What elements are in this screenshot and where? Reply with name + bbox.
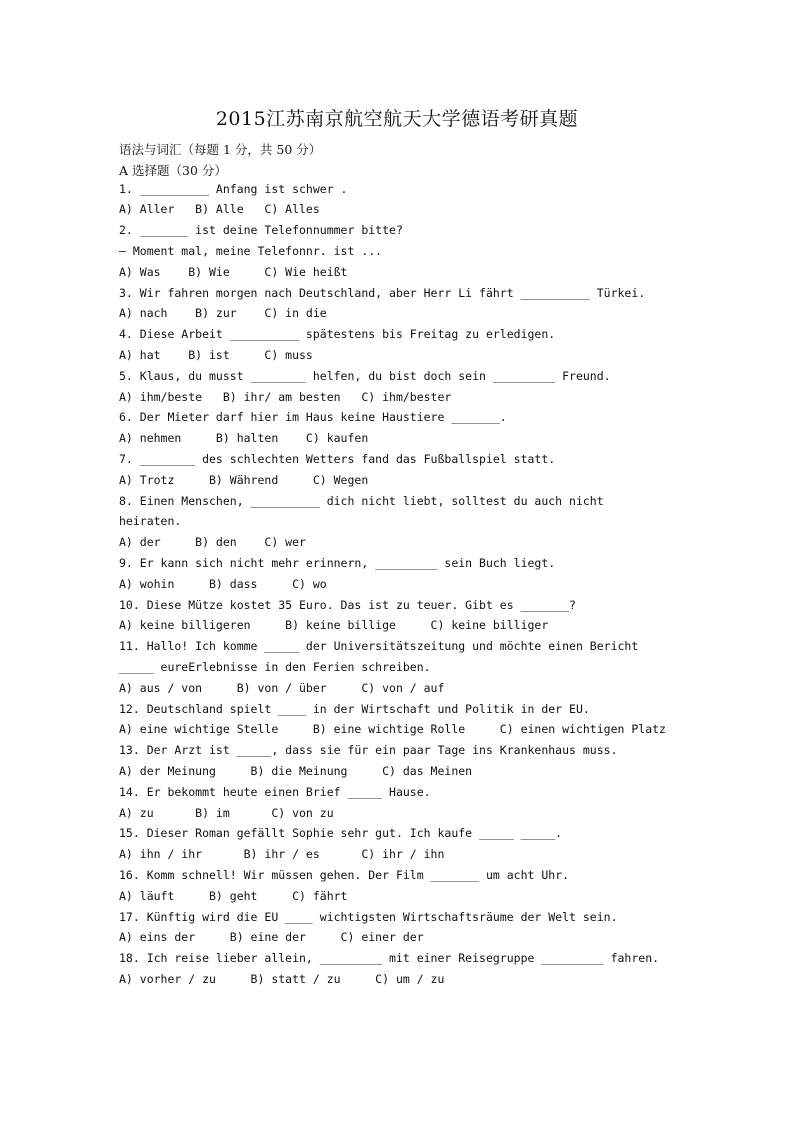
question-line: A) aus / von B) von / über C) von / auf [119,680,445,695]
question-line: A) eine wichtige Stelle B) eine wichtige Rolle C) einen wichtigen Platz [119,722,666,737]
question-line: 3. Wir fahren morgen nach Deutschland, aber Herr Li fährt __________ Türkei. [119,285,646,300]
question-line: A) zu B) im C) von zu [119,805,334,820]
question-line: A) ihn / ihr B) ihr / es C) ihr / ihn [119,847,445,862]
question-line: A) nehmen B) halten C) kaufen [119,431,369,446]
question-line: 4. Diese Arbeit __________ spätestens bis Freitag zu erledigen. [119,327,556,342]
question-line: A) der Meinung B) die Meinung C) das Meinen [119,764,473,778]
section-heading: A 选择题（30 分） [119,162,227,178]
question-line: 5. Klaus, du musst ________ helfen, du bist doch sein _________ Freund. [119,368,611,383]
question-line: A) vorher / zu B) statt / zu C) um / zu [119,972,445,986]
question-line: 18. Ich reise lieber allein, _________ mit einer Reisegruppe _________ fahren. [119,951,660,966]
question-line: A) keine billigeren B) keine billige C) keine billiger [119,618,549,633]
question-line: A) ihm/beste B) ihr/ am besten C) ihm/bester [119,389,452,404]
question-line: A) eins der B) eine der C) einer der [119,930,424,945]
question-line: 13. Der Arzt ist _____, dass sie für ein paar Tage ins Krankenhaus muss. [119,743,618,758]
question-line: 7. ________ des schlechten Wetters fand das Fußballspiel statt. [119,452,556,466]
question-line: A) Trotz B) Während C) Wegen [119,472,369,487]
question-line: A) läuft B) geht C) fährt [119,888,348,903]
question-line: A) nach B) zur C) in die [119,306,327,321]
question-line: 14. Er bekommt heute einen Brief _____ Hause. [119,784,431,799]
question-line: 2. _______ ist deine Telefonnummer bitte? [119,223,403,238]
question-line: 12. Deutschland spielt ____ in der Wirtschaft und Politik in der EU. [119,701,590,716]
question-line: A) der B) den C) wer [119,535,306,550]
document-title: 2015江苏南京航空航天大学德语考研真题 [215,108,579,130]
question-line: 16. Komm schnell! Wir müssen gehen. Der Film _______ um acht Uhr. [119,868,570,882]
question-line: 11. Hallo! Ich komme _____ der Universitätszeitung und möchte einen Bericht [119,639,639,654]
question-line: 8. Einen Menschen, __________ dich nicht liebt, solltest du auch nicht [119,493,604,508]
section-heading: 语法与词汇（每题 1 分，共 50 分） [119,142,322,157]
question-line: 1. __________ Anfang ist schwer . [119,181,348,196]
question-line: heiraten. [119,514,182,529]
question-line: 10. Diese Mütze kostet 35 Euro. Das ist zu teuer. Gibt es _______? [119,597,576,612]
question-line: 6. Der Mieter darf hier im Haus keine Haustiere _______. [119,410,507,425]
question-line: A) wohin B) dass C) wo [119,576,327,591]
question-line: _____ eureErlebnisse in den Ferien schreiben. [119,660,431,674]
question-line: A) Aller B) Alle C) Alles [119,202,320,217]
question-line: A) Was B) Wie C) Wie heißt [119,264,348,279]
question-line: A) hat B) ist C) muss [119,348,313,362]
question-line: – Moment mal, meine Telefonnr. ist ... [119,244,383,258]
question-line: 17. Künftig wird die EU ____ wichtigsten Wirtschaftsräume der Welt sein. [119,909,618,924]
question-line: 15. Dieser Roman gefällt Sophie sehr gut. Ich kaufe _____ _____. [119,826,563,841]
question-line: 9. Er kann sich nicht mehr erinnern, _________ sein Buch liegt. [119,556,556,570]
